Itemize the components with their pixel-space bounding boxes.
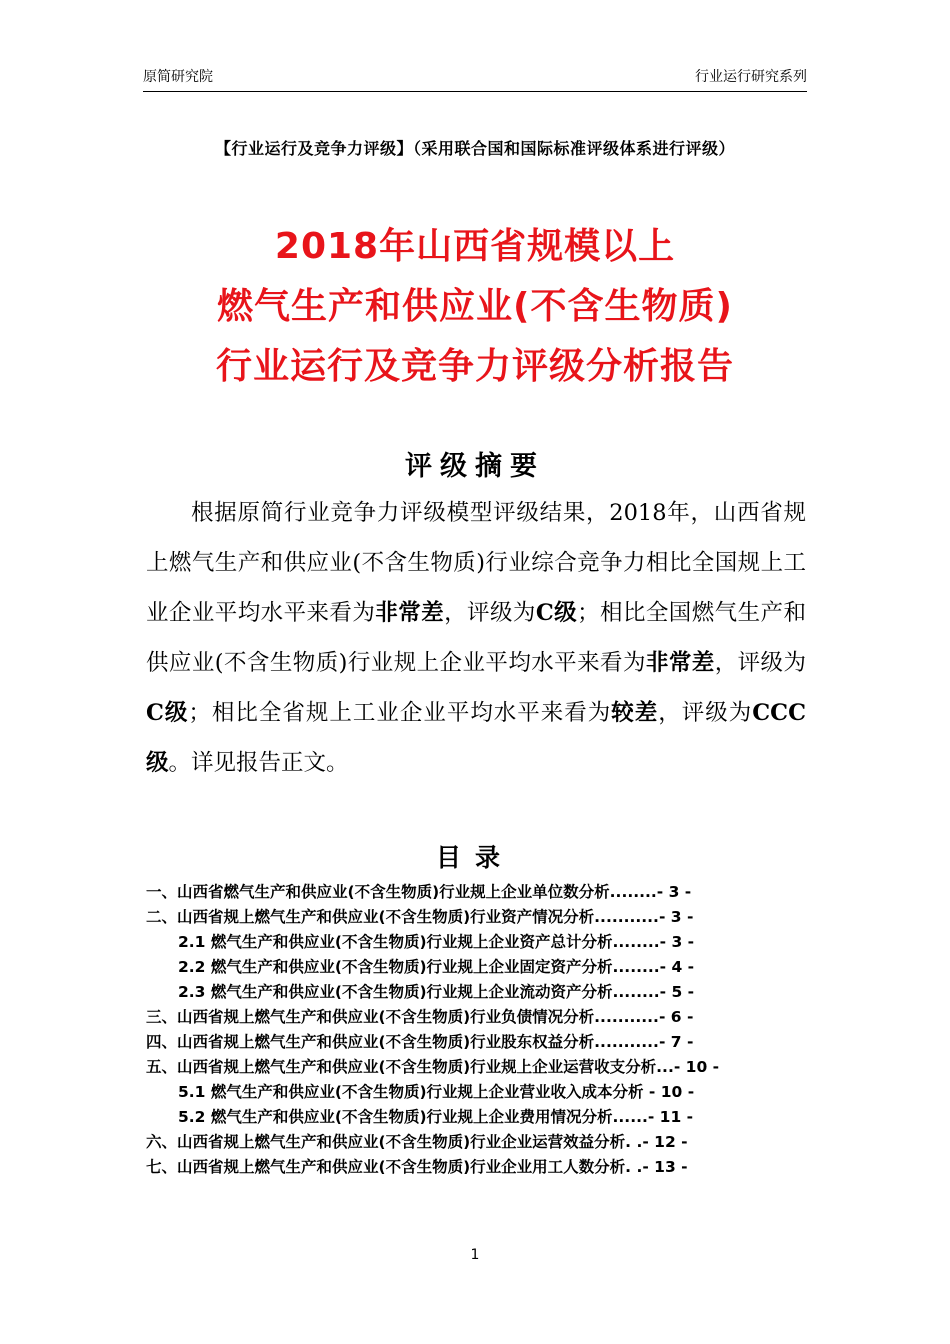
- report-title-line-2: 燃气生产和供应业(不含生物质): [217, 286, 733, 327]
- toc-item[interactable]: 五、山西省规上燃气生产和供应业(不含生物质)行业规上企业运营收支分析...- 10 -: [146, 1058, 720, 1076]
- summary-rating-term: 较差: [611, 700, 659, 726]
- toc-item[interactable]: 二、山西省规上燃气生产和供应业(不含生物质)行业资产情况分析...........- 3 -: [146, 908, 694, 926]
- header-divider: [143, 91, 807, 92]
- toc-item[interactable]: 四、山西省规上燃气生产和供应业(不含生物质)行业股东权益分析...........- 7 -: [146, 1033, 694, 1051]
- summary-rating-term: 非常差: [375, 600, 445, 626]
- toc-item[interactable]: 三、山西省规上燃气生产和供应业(不含生物质)行业负债情况分析...........- 6 -: [146, 1008, 694, 1026]
- table-of-contents: [146, 880, 806, 1180]
- header-right: 行业运行研究系列: [695, 69, 807, 85]
- toc-heading: 目录: [435, 843, 514, 872]
- rating-note: 【行业运行及竞争力评级】（采用联合国和国际标准评级体系进行评级）: [214, 139, 735, 158]
- summary-rating-term: 非常差: [645, 650, 715, 676]
- summary-text-6: ，评级为: [658, 700, 753, 726]
- report-title-line-3: 行业运行及竞争力评级分析报告: [215, 346, 734, 387]
- summary-text-4: ，评级为: [714, 650, 806, 676]
- summary-rating-grade: C级: [146, 700, 189, 726]
- page-number: 1: [470, 1247, 480, 1263]
- toc-item[interactable]: 六、山西省规上燃气生产和供应业(不含生物质)行业企业运营效益分析. .- 12 -: [146, 1133, 688, 1151]
- toc-subitem[interactable]: 5.1 燃气生产和供应业(不含生物质)行业规上企业营业收入成本分析 - 10 -: [178, 1083, 695, 1101]
- summary-rating-grade: CCC级: [146, 700, 806, 776]
- summary-text-1: 根据原简行业竞争力评级模型评级结果，2018年，山西省规上燃气生产和供应业(不含生物质)行业综合竞争力相比全国规上工业企业平均水平来看为: [146, 500, 806, 626]
- summary-paragraph: [146, 488, 806, 788]
- summary-text-2: ，评级为: [444, 600, 536, 626]
- toc-subitem[interactable]: 2.1 燃气生产和供应业(不含生物质)行业规上企业资产总计分析........- 3 -: [178, 933, 695, 951]
- report-title-line-1: 2018年山西省规模以上: [274, 226, 676, 267]
- toc-item[interactable]: 一、山西省燃气生产和供应业(不含生物质)行业规上企业单位数分析........- 3 -: [146, 883, 692, 901]
- summary-text-7: 。详见报告正文。: [168, 750, 349, 776]
- summary-heading: 评级摘要: [405, 451, 545, 482]
- toc-subitem[interactable]: 5.2 燃气生产和供应业(不含生物质)行业规上企业费用情况分析......- 11 -: [178, 1108, 694, 1126]
- summary-text-5: ；相比全省规上工业企业平均水平来看为: [188, 700, 612, 726]
- toc-subitem[interactable]: 2.3 燃气生产和供应业(不含生物质)行业规上企业流动资产分析........- 5 -: [178, 983, 695, 1001]
- toc-item[interactable]: 七、山西省规上燃气生产和供应业(不含生物质)行业企业用工人数分析. .- 13 -: [146, 1158, 688, 1176]
- header-left: 原简研究院: [143, 69, 213, 85]
- summary-rating-grade: C级: [535, 600, 578, 626]
- toc-subitem[interactable]: 2.2 燃气生产和供应业(不含生物质)行业规上企业固定资产分析........- 4 -: [178, 958, 695, 976]
- summary-text-3: ；相比全国燃气生产和供应业(不含生物质)行业规上企业平均水平来看为: [146, 600, 806, 676]
